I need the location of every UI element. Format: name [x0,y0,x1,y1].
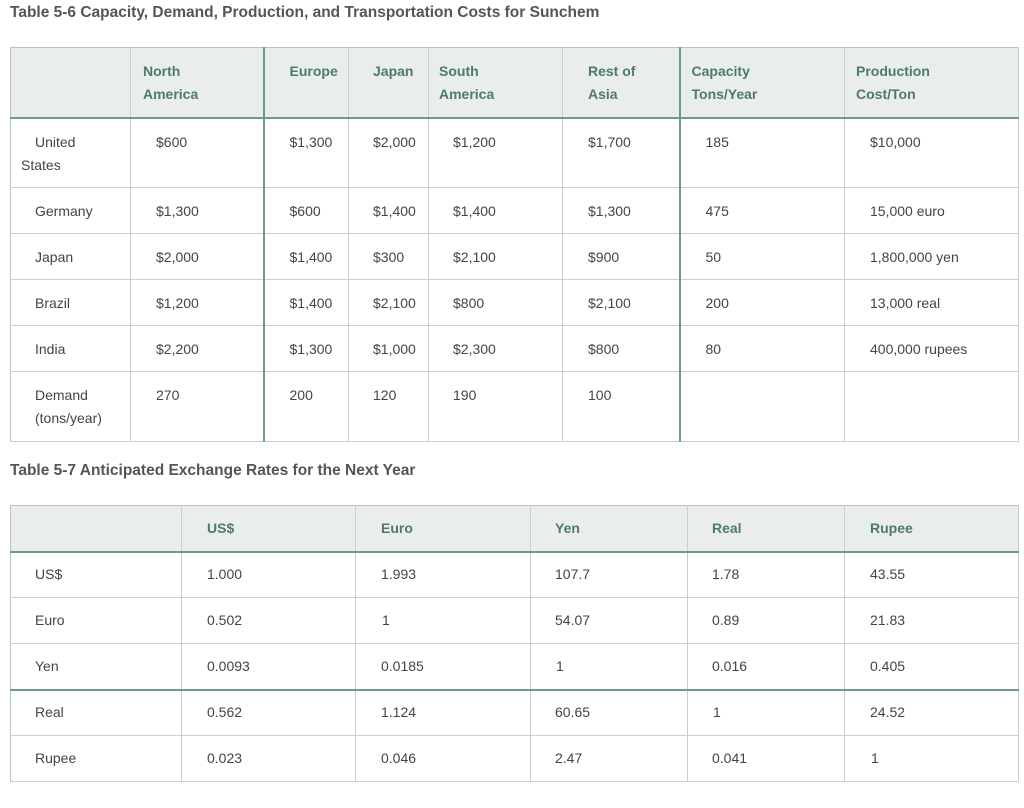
column-header-blank [11,506,182,552]
table-cell: 1 [688,690,845,736]
table-cell: 0.0093 [182,644,356,690]
table-cell: 0.023 [182,736,356,782]
table-cell: $1,400 [264,280,349,326]
column-header-real: Real [688,506,845,552]
table-cell: 270 [131,372,264,442]
table-cell: 100 [563,372,680,442]
table-row [11,598,1019,644]
table-cell: 475 [680,188,845,234]
row-label: Brazil [11,280,131,326]
column-header-europe: Europe [264,48,349,118]
table-row [11,644,1019,690]
row-label: Germany [11,188,131,234]
table-5-7-title: Table 5-7 Anticipated Exchange Rates for the Next Year [10,462,416,479]
row-label: United States [11,118,131,188]
table-cell: 0.405 [845,644,1019,690]
table-cell: 0.89 [688,598,845,644]
column-header-north-america: North America [131,48,264,118]
table-cell: 13,000 real [845,280,1019,326]
table-cell: $800 [563,326,680,372]
table-cell: $1,700 [563,118,680,188]
table-header-row [11,506,1019,552]
column-header-capacity-tons-year: Capacity Tons/Year [680,48,845,118]
table-cell: 200 [264,372,349,442]
table-cell: $2,100 [429,234,563,280]
column-header-production-cost-ton: Production Cost/Ton [845,48,1019,118]
table-cell: $600 [264,188,349,234]
table-cell: 120 [349,372,429,442]
table-cell: 54.07 [531,598,688,644]
table-cell: $600 [131,118,264,188]
column-header-euro: Euro [356,506,531,552]
table-cell: 1 [531,644,688,690]
table-row [11,552,1019,598]
table-cell: $1,300 [264,118,349,188]
table-cell: 400,000 rupees [845,326,1019,372]
table-row [11,188,1019,234]
column-header-rest-of-asia: Rest of Asia [563,48,680,118]
row-label: Japan [11,234,131,280]
table-row [11,326,1019,372]
table-cell: 0.041 [688,736,845,782]
table-cell: 200 [680,280,845,326]
table-cell: 80 [680,326,845,372]
column-header-yen: Yen [531,506,688,552]
table-cell: 2.47 [531,736,688,782]
table-cell: $1,200 [429,118,563,188]
table-cell: 1.993 [356,552,531,598]
table-cell: 60.65 [531,690,688,736]
table-cell: 43.55 [845,552,1019,598]
table-cell: 1.000 [182,552,356,598]
table-cell: $1,000 [349,326,429,372]
table-cell: $1,300 [131,188,264,234]
column-header-rupee: Rupee [845,506,1019,552]
table-cell: 15,000 euro [845,188,1019,234]
table-cell: $1,400 [349,188,429,234]
table-row [11,234,1019,280]
column-header-blank [11,48,131,118]
row-label: Rupee [11,736,182,782]
table-cell: $2,200 [131,326,264,372]
row-label: Yen [11,644,182,690]
exchange-rates-table [10,505,1019,782]
table-cell: 1 [845,736,1019,782]
table-cell: $2,300 [429,326,563,372]
table-cell: 50 [680,234,845,280]
table-cell: 1,800,000 yen [845,234,1019,280]
column-header-south-america: South America [429,48,563,118]
table-cell: $2,000 [131,234,264,280]
row-label: Real [11,690,182,736]
row-label: India [11,326,131,372]
table-cell: $1,400 [264,234,349,280]
table-cell: 24.52 [845,690,1019,736]
table-cell: 107.7 [531,552,688,598]
table-5-6-title: Table 5-6 Capacity, Demand, Production, and Transportation Costs for Sunchem [10,4,600,21]
table-cell: 0.046 [356,736,531,782]
table-cell: 21.83 [845,598,1019,644]
table-cell: $10,000 [845,118,1019,188]
table-cell: $1,300 [264,326,349,372]
table-cell: 0.502 [182,598,356,644]
table-cell [845,372,1019,442]
table-cell: 1.124 [356,690,531,736]
table-row [11,118,1019,188]
table-cell: $300 [349,234,429,280]
table-row [11,372,1019,442]
table-cell: $2,100 [349,280,429,326]
row-label: US$ [11,552,182,598]
capacity-demand-cost-table [10,47,1019,442]
column-header-us: US$ [182,506,356,552]
table-header-row [11,48,1019,118]
table-cell: $800 [429,280,563,326]
table-cell: $2,100 [563,280,680,326]
table-cell: 0.016 [688,644,845,690]
table-row [11,280,1019,326]
table-cell: 1 [356,598,531,644]
row-label: Euro [11,598,182,644]
table-cell: 1.78 [688,552,845,598]
table-cell [680,372,845,442]
table-cell: 190 [429,372,563,442]
table-cell: 0.0185 [356,644,531,690]
table-row [11,690,1019,736]
table-cell: 0.562 [182,690,356,736]
table-cell: 185 [680,118,845,188]
table-cell: $900 [563,234,680,280]
table-row [11,736,1019,782]
table-cell: $2,000 [349,118,429,188]
table-cell: $1,400 [429,188,563,234]
table-cell: $1,200 [131,280,264,326]
table-cell: $1,300 [563,188,680,234]
row-label: Demand (tons/year) [11,372,131,442]
column-header-japan: Japan [349,48,429,118]
